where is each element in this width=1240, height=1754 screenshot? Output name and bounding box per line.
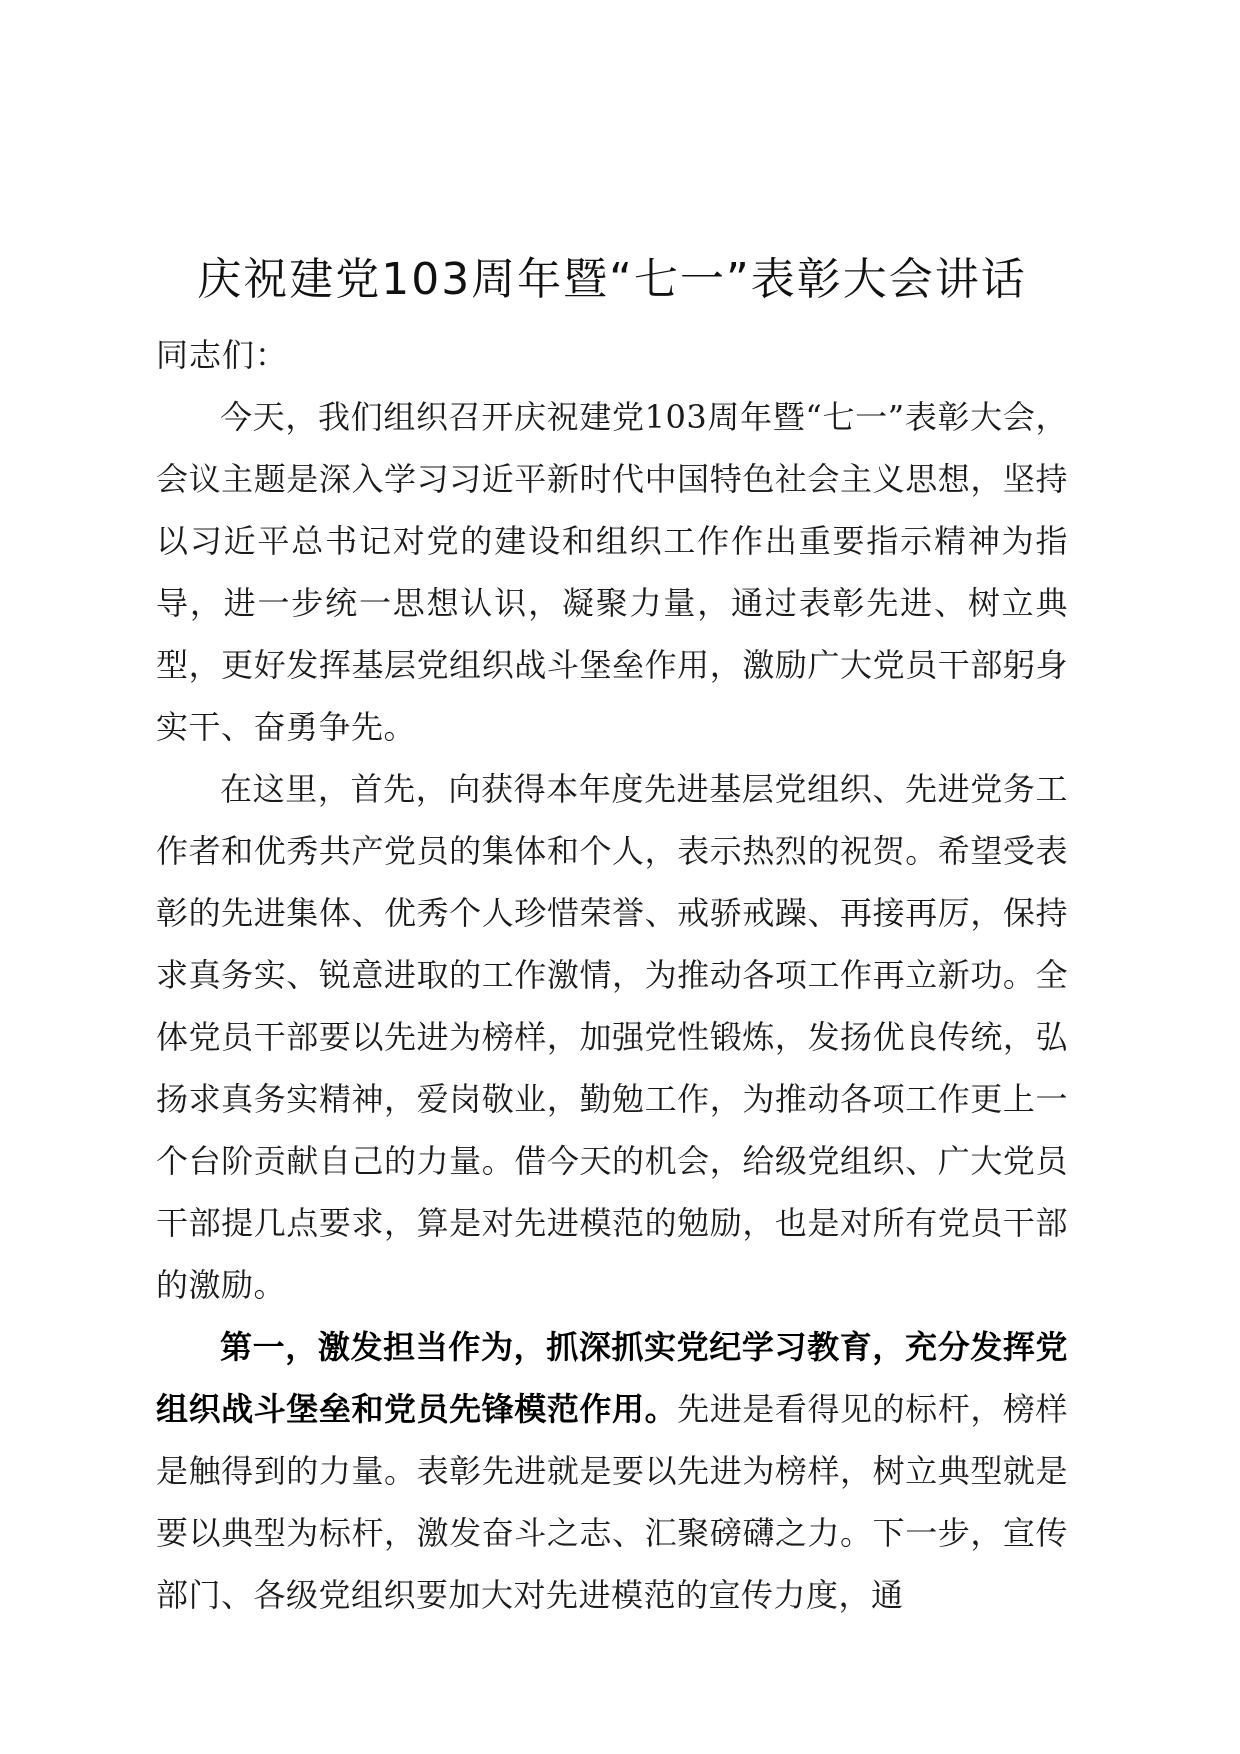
paragraph-text: 今天，我们组织召开庆祝建党103周年暨“七一”表彰大会，会议主题是深入学习习近平新时代中国特色社会主义思想，坚持以习近平总书记对党的建设和组织工作作出重要指示精神为指导，进一步统一思想认识，凝聚力量，通过表彰先进、树立典型，更好发挥基层党组织战斗堡垒作用，激励广大党员干部躬身实干、奋勇争先。 <box>156 398 1068 746</box>
paragraph-text: 在这里，首先，向获得本年度先进基层党组织、先进党务工作者和优秀共产党员的集体和个人，表示热烈的祝贺。希望受表彰的先进集体、优秀个人珍惜荣誉、戒骄戒躁、再接再厉，保持求真务实、锐意进取的工作激情，为推动各项工作再立新功。全体党员干部要以先进为榜样，加强党性锻炼，发扬优良传统，弘扬求真务实精神，爱岗敬业，勤勉工作，为推动各项工作更上一个台阶贡献自己的力量。借今天的机会，给级党组织、广大党员干部提几点要求，算是对先进模范的勉励，也是对所有党员干部的激励。 <box>156 770 1068 1304</box>
paragraph-opening <box>156 386 1068 758</box>
paragraph-congratulations <box>156 758 1068 1316</box>
paragraph-lead-heading: 第一，激发担当作为，抓深抓实党纪学习教育，充分发挥党组织战斗堡垒和党员先锋模范作用。 <box>156 1328 1068 1428</box>
salutation: 同志们： <box>156 336 289 374</box>
document-title: 庆祝建党103周年暨“七一”表彰大会讲话 <box>197 254 1027 305</box>
document-page <box>156 250 1068 1626</box>
paragraph-text: 先进是看得见的标杆，榜样是触得到的力量。表彰先进就是要以先进为榜样，树立典型就是要以典型为标杆，激发奋斗之志、汇聚磅礴之力。下一步，宣传部门、各级党组织要加大对先进模范的宣传力度，通 <box>156 1390 1068 1614</box>
paragraph-point-one <box>156 1316 1068 1626</box>
